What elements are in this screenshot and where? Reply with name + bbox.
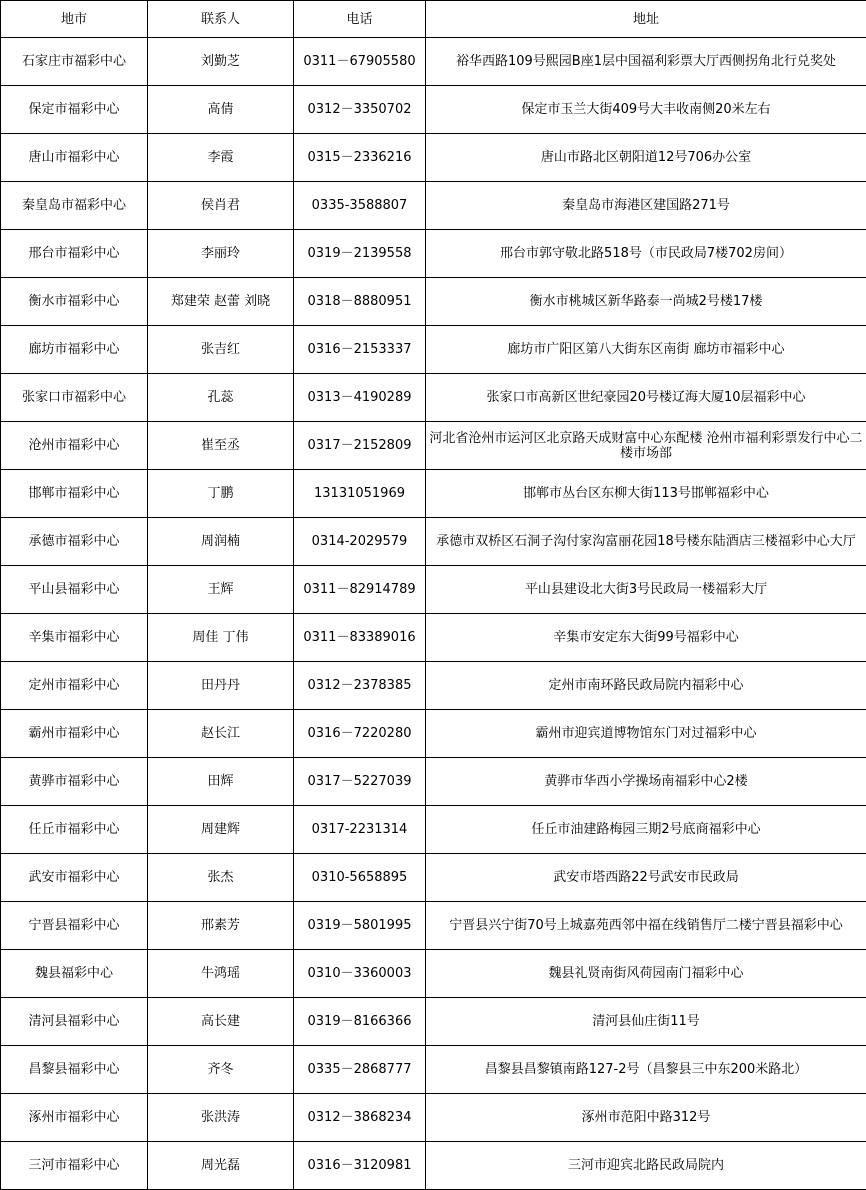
address-cell: 廊坊市广阳区第八大街东区南街 廊坊市福彩中心 — [426, 326, 866, 374]
contact-cell: 丁鹏 — [148, 470, 294, 518]
phone-cell: 0311－83389016 — [294, 614, 426, 662]
header-address: 地址 — [426, 1, 866, 38]
address-cell: 平山县建设北大街3号民政局一楼福彩大厅 — [426, 566, 866, 614]
phone-cell: 0317-2231314 — [294, 806, 426, 854]
table-row — [1, 998, 866, 1046]
city-cell: 秦皇岛市福彩中心 — [1, 182, 148, 230]
phone-cell: 0312－2378385 — [294, 662, 426, 710]
address-cell: 衡水市桃城区新华路泰一尚城2号楼17楼 — [426, 278, 866, 326]
table-row — [1, 278, 866, 326]
table-row — [1, 614, 866, 662]
city-cell: 衡水市福彩中心 — [1, 278, 148, 326]
contact-cell: 王辉 — [148, 566, 294, 614]
contact-cell: 刘勤芝 — [148, 38, 294, 86]
address-cell: 昌黎县昌黎镇南路127-2号（昌黎县三中东200米路北） — [426, 1046, 866, 1094]
phone-cell: 0317－5227039 — [294, 758, 426, 806]
table-row — [1, 1094, 866, 1142]
phone-cell: 0312－3350702 — [294, 86, 426, 134]
table-body — [1, 38, 866, 1190]
city-cell: 平山县福彩中心 — [1, 566, 148, 614]
contact-cell: 张吉红 — [148, 326, 294, 374]
contact-cell: 李霞 — [148, 134, 294, 182]
table-row — [1, 1142, 866, 1190]
header-city: 地市 — [1, 1, 148, 38]
contact-cell: 张杰 — [148, 854, 294, 902]
contact-cell: 郑建荣 赵蕾 刘晓 — [148, 278, 294, 326]
contact-cell: 赵长江 — [148, 710, 294, 758]
table-row — [1, 422, 866, 470]
table-row — [1, 134, 866, 182]
address-cell: 保定市玉兰大街409号大丰收南侧20米左右 — [426, 86, 866, 134]
contact-cell: 侯肖君 — [148, 182, 294, 230]
contact-cell: 田丹丹 — [148, 662, 294, 710]
address-cell: 黄骅市华西小学操场南福彩中心2楼 — [426, 758, 866, 806]
city-cell: 涿州市福彩中心 — [1, 1094, 148, 1142]
city-cell: 唐山市福彩中心 — [1, 134, 148, 182]
address-cell: 承德市双桥区石洞子沟付家沟富丽花园18号楼东陆酒店三楼福彩中心大厅 — [426, 518, 866, 566]
city-cell: 辛集市福彩中心 — [1, 614, 148, 662]
phone-cell: 0311－82914789 — [294, 566, 426, 614]
address-cell: 三河市迎宾北路民政局院内 — [426, 1142, 866, 1190]
contact-cell: 孔蕊 — [148, 374, 294, 422]
city-cell: 廊坊市福彩中心 — [1, 326, 148, 374]
address-cell: 宁晋县兴宁街70号上城嘉苑西邻中福在线销售厅二楼宁晋县福彩中心 — [426, 902, 866, 950]
contact-cell: 李丽玲 — [148, 230, 294, 278]
contact-cell: 张洪涛 — [148, 1094, 294, 1142]
table-row — [1, 950, 866, 998]
table-row — [1, 182, 866, 230]
address-cell: 霸州市迎宾道博物馆东门对过福彩中心 — [426, 710, 866, 758]
table-row — [1, 758, 866, 806]
phone-cell: 0316－3120981 — [294, 1142, 426, 1190]
city-cell: 宁晋县福彩中心 — [1, 902, 148, 950]
city-cell: 邢台市福彩中心 — [1, 230, 148, 278]
phone-cell: 0310-5658895 — [294, 854, 426, 902]
address-cell: 唐山市路北区朝阳道12号706办公室 — [426, 134, 866, 182]
phone-cell: 0312－3868234 — [294, 1094, 426, 1142]
table-row — [1, 902, 866, 950]
table-row — [1, 38, 866, 86]
city-cell: 定州市福彩中心 — [1, 662, 148, 710]
address-cell: 张家口市高新区世纪豪园20号楼辽海大厦10层福彩中心 — [426, 374, 866, 422]
contact-cell: 牛鸿瑶 — [148, 950, 294, 998]
contact-cell: 崔至丞 — [148, 422, 294, 470]
contact-cell: 高倩 — [148, 86, 294, 134]
phone-cell: 0317－2152809 — [294, 422, 426, 470]
table-row — [1, 710, 866, 758]
contact-cell: 田辉 — [148, 758, 294, 806]
header-contact: 联系人 — [148, 1, 294, 38]
address-cell: 魏县礼贤南街风荷园南门福彩中心 — [426, 950, 866, 998]
table-row — [1, 1046, 866, 1094]
city-cell: 魏县福彩中心 — [1, 950, 148, 998]
city-cell: 武安市福彩中心 — [1, 854, 148, 902]
phone-cell: 0311－67905580 — [294, 38, 426, 86]
phone-cell: 0318－8880951 — [294, 278, 426, 326]
address-cell: 清河县仙庄街11号 — [426, 998, 866, 1046]
city-cell: 黄骅市福彩中心 — [1, 758, 148, 806]
header-phone: 电话 — [294, 1, 426, 38]
city-cell: 保定市福彩中心 — [1, 86, 148, 134]
address-cell: 涿州市范阳中路312号 — [426, 1094, 866, 1142]
contact-cell: 周润楠 — [148, 518, 294, 566]
address-cell: 定州市南环路民政局院内福彩中心 — [426, 662, 866, 710]
city-cell: 邯郸市福彩中心 — [1, 470, 148, 518]
address-cell: 武安市塔西路22号武安市民政局 — [426, 854, 866, 902]
phone-cell: 0319－2139558 — [294, 230, 426, 278]
table-row — [1, 662, 866, 710]
city-cell: 沧州市福彩中心 — [1, 422, 148, 470]
header-row — [1, 1, 866, 38]
city-cell: 石家庄市福彩中心 — [1, 38, 148, 86]
phone-cell: 13131051969 — [294, 470, 426, 518]
phone-cell: 0319－8166366 — [294, 998, 426, 1046]
table-row — [1, 230, 866, 278]
table-row — [1, 326, 866, 374]
phone-cell: 0335-3588807 — [294, 182, 426, 230]
address-cell: 秦皇岛市海港区建国路271号 — [426, 182, 866, 230]
city-cell: 清河县福彩中心 — [1, 998, 148, 1046]
table-row — [1, 86, 866, 134]
contact-cell: 邢素芳 — [148, 902, 294, 950]
address-cell: 任丘市油建路梅园三期2号底商福彩中心 — [426, 806, 866, 854]
address-cell: 裕华西路109号熙园B座1层中国福利彩票大厅西侧拐角北行兑奖处 — [426, 38, 866, 86]
contact-cell: 周光磊 — [148, 1142, 294, 1190]
contact-cell: 齐冬 — [148, 1046, 294, 1094]
table-header — [1, 1, 866, 38]
address-cell: 辛集市安定东大街99号福彩中心 — [426, 614, 866, 662]
city-cell: 昌黎县福彩中心 — [1, 1046, 148, 1094]
table-row — [1, 470, 866, 518]
phone-cell: 0319－5801995 — [294, 902, 426, 950]
contact-cell: 周建辉 — [148, 806, 294, 854]
address-cell: 河北省沧州市运河区北京路天成财富中心东配楼 沧州市福利彩票发行中心二楼市场部 — [426, 422, 866, 470]
contact-cell: 高长建 — [148, 998, 294, 1046]
phone-cell: 0315－2336216 — [294, 134, 426, 182]
table-row — [1, 566, 866, 614]
table-row — [1, 806, 866, 854]
city-cell: 三河市福彩中心 — [1, 1142, 148, 1190]
city-cell: 承德市福彩中心 — [1, 518, 148, 566]
phone-cell: 0313－4190289 — [294, 374, 426, 422]
city-cell: 霸州市福彩中心 — [1, 710, 148, 758]
phone-cell: 0310－3360003 — [294, 950, 426, 998]
phone-cell: 0314-2029579 — [294, 518, 426, 566]
phone-cell: 0335－2868777 — [294, 1046, 426, 1094]
address-cell: 邯郸市丛台区东柳大街113号邯郸福彩中心 — [426, 470, 866, 518]
phone-cell: 0316－7220280 — [294, 710, 426, 758]
city-cell: 张家口市福彩中心 — [1, 374, 148, 422]
table-row — [1, 518, 866, 566]
address-cell: 邢台市郭守敬北路518号（市民政局7楼702房间） — [426, 230, 866, 278]
table-row — [1, 374, 866, 422]
contact-cell: 周佳 丁伟 — [148, 614, 294, 662]
table-row — [1, 854, 866, 902]
city-cell: 任丘市福彩中心 — [1, 806, 148, 854]
phone-cell: 0316－2153337 — [294, 326, 426, 374]
